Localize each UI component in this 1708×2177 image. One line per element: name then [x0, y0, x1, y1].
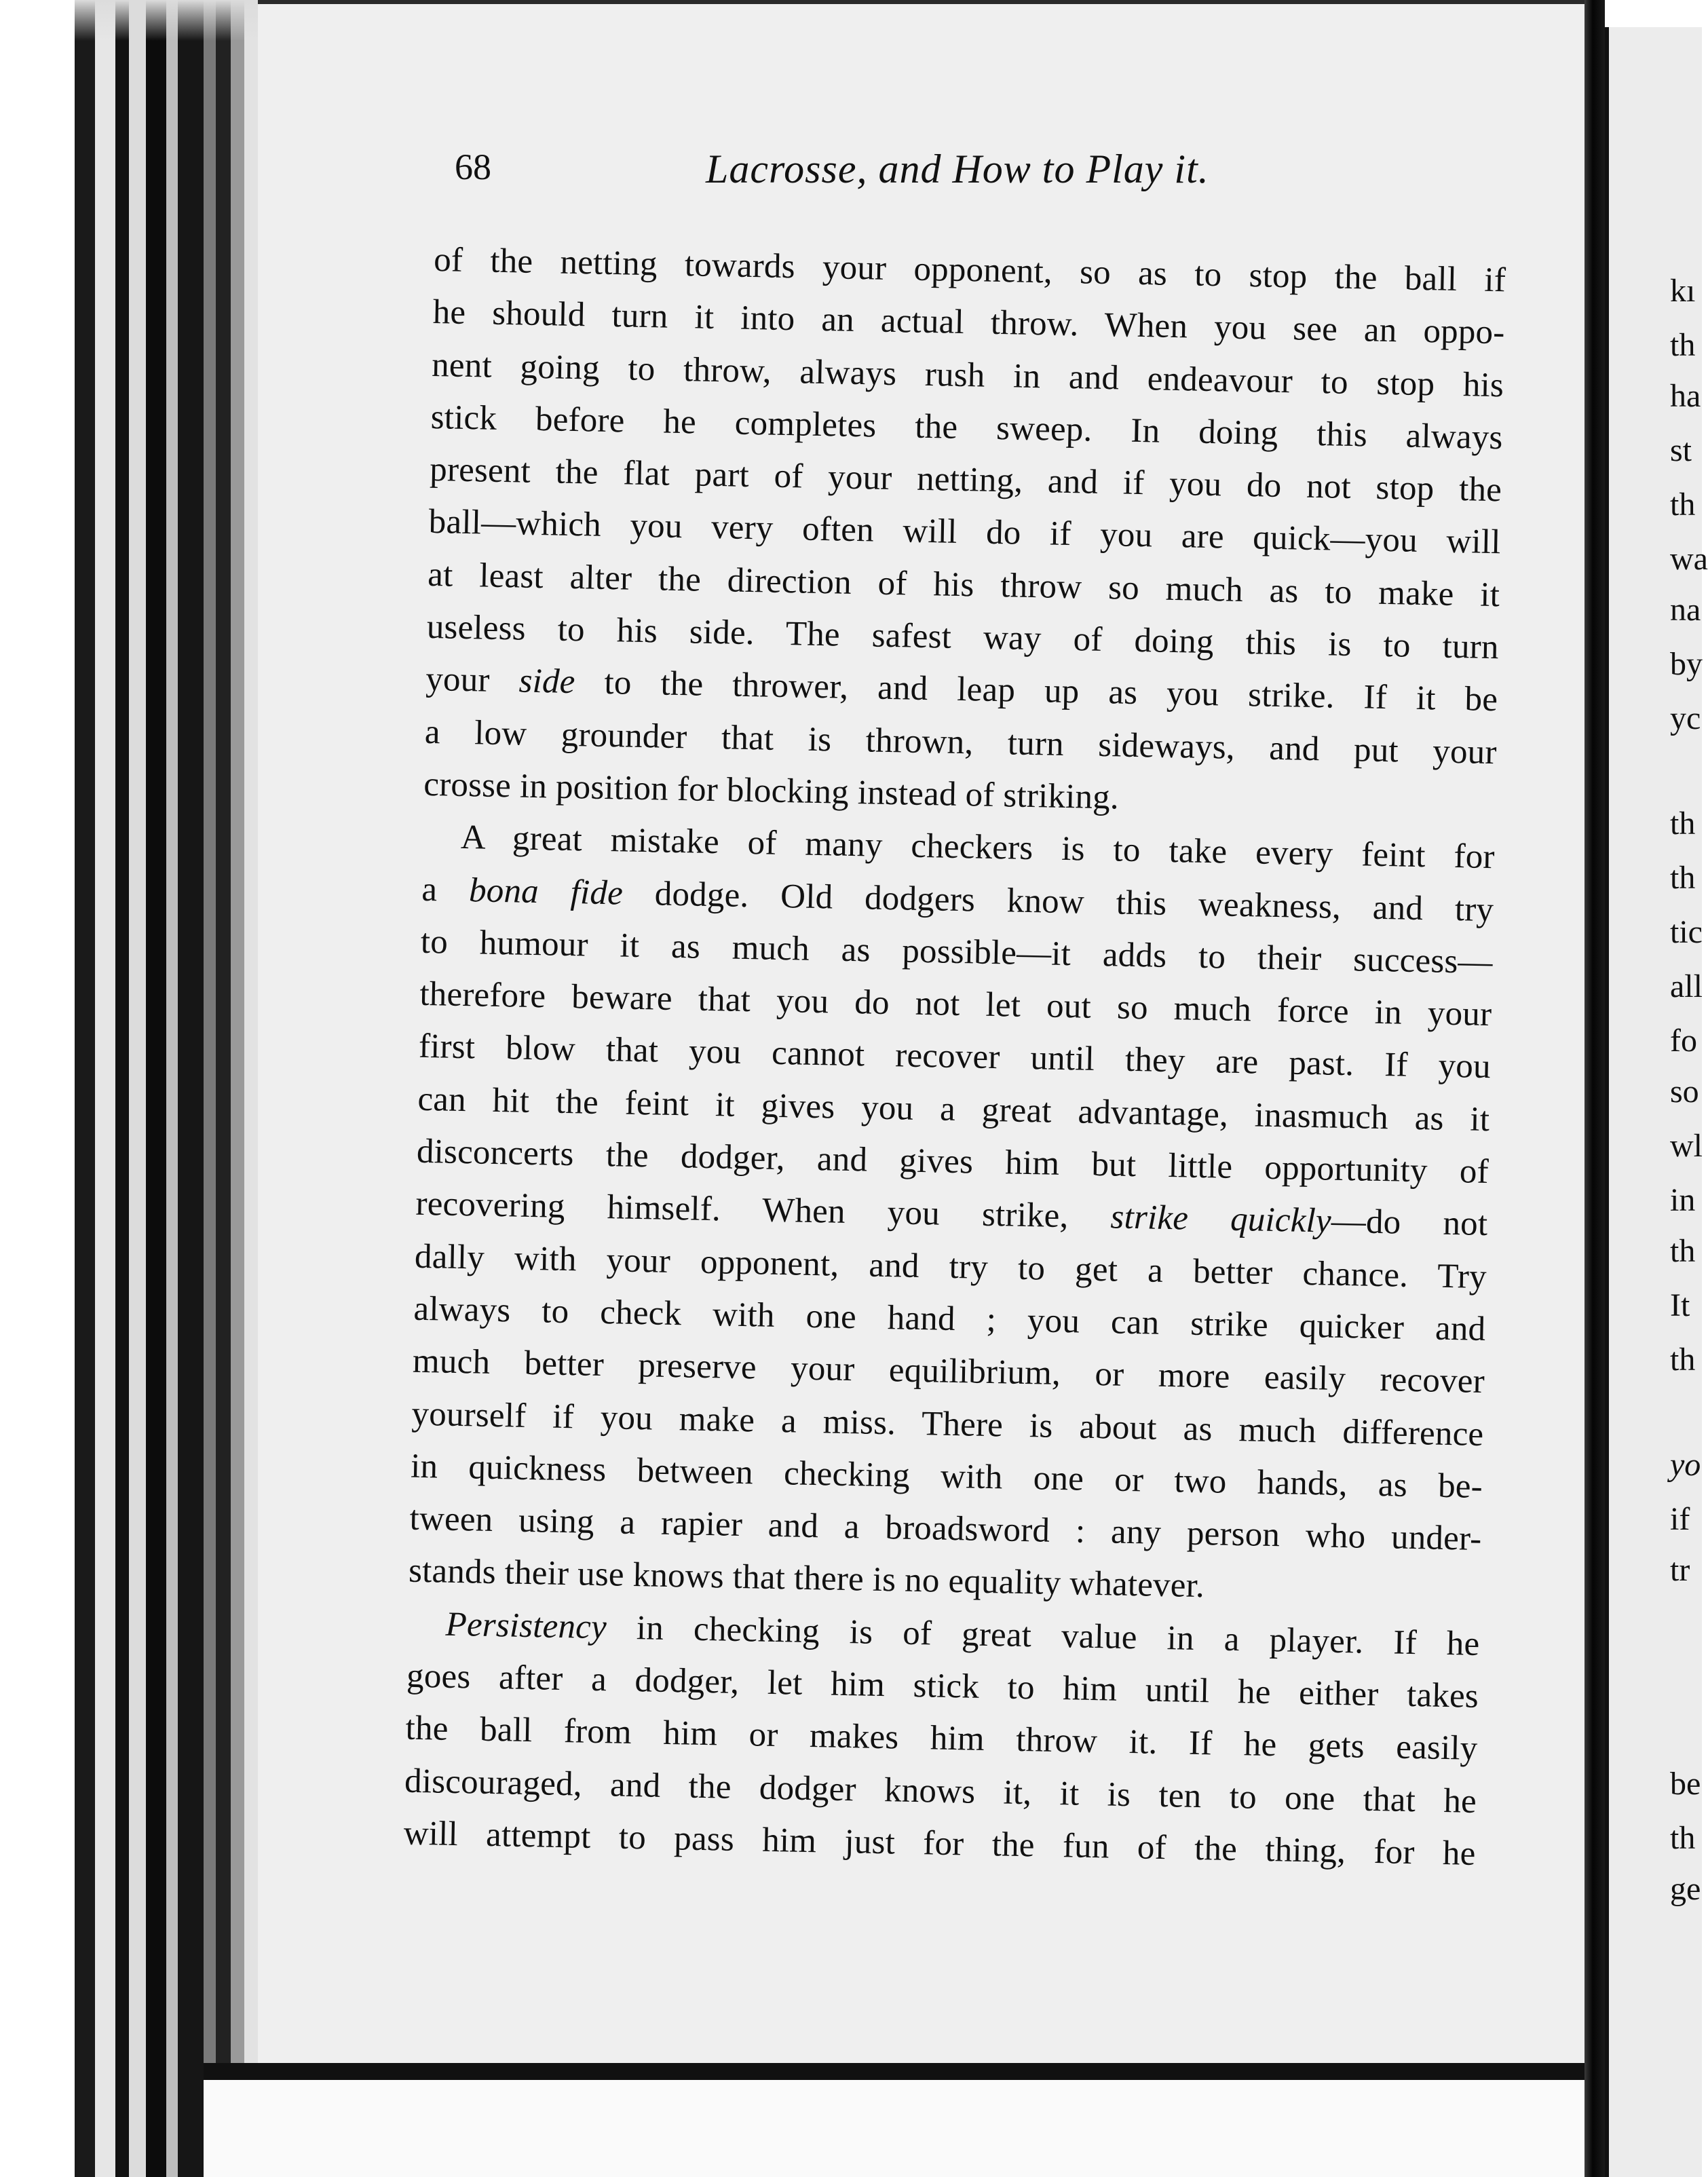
page-number: 68: [455, 147, 491, 187]
page-bottom-margin: [204, 2080, 1584, 2177]
text-line: much better preserve your equilibrium, or more easily recover: [412, 1342, 1485, 1401]
next-page-fragment: It: [1670, 1287, 1690, 1323]
next-page-fragment: all: [1670, 968, 1703, 1004]
text-line: at least alter the direction of his throw so much as to make it: [427, 555, 1500, 615]
text-line: stands their use knows that there is no equality whatever.: [408, 1552, 1205, 1606]
next-page-fragment: th: [1670, 806, 1696, 841]
book-gutter: [1584, 0, 1605, 2177]
next-page-fragment: th: [1670, 1820, 1696, 1856]
text-line: he should turn it into an actual throw. When you see an oppo-: [432, 293, 1506, 352]
next-page-partial: [1605, 27, 1708, 2177]
page-header: [455, 146, 1310, 200]
text-line: crosse in position for blocking instead of striking.: [423, 765, 1120, 817]
book-spine-edge: [0, 0, 258, 2177]
next-page-fragment: ge: [1670, 1871, 1701, 1907]
text-line: the ball from him or makes him throw it. If he gets easily: [405, 1709, 1478, 1768]
text-line: present the flat part of your netting, and if you do not stop the: [429, 451, 1502, 510]
running-head-title: Lacrosse, and How to Play it.: [706, 147, 1209, 191]
next-page-fragment: by: [1670, 646, 1703, 682]
next-page-fragment: th: [1670, 1342, 1696, 1378]
text-line: in quickness between checking with one or two hands, as be-: [410, 1447, 1483, 1506]
next-page-fragment: st: [1670, 432, 1692, 468]
next-page-fragment: ha: [1670, 378, 1701, 414]
next-page-fragment: th: [1670, 860, 1696, 896]
text-line: yourself if you make a miss. There is about as much difference: [411, 1395, 1484, 1454]
text-run: recovering himself. When you strike,: [415, 1185, 1112, 1236]
text-run: a: [421, 870, 470, 909]
next-page-fragment: wl: [1670, 1128, 1703, 1164]
next-page-fragment: tr: [1670, 1552, 1690, 1588]
text-line: a low grounder that is thrown, turn sideways, and put your: [424, 713, 1498, 772]
next-page-fragment: wa: [1670, 541, 1708, 577]
next-page-fragment: th: [1670, 487, 1696, 523]
text-line: ball—which you very often will do if you are quick—you will: [428, 503, 1502, 562]
text-line: of the netting towards your opponent, so as to stop the ball if: [433, 240, 1506, 300]
next-page-fragment: fo: [1670, 1023, 1697, 1059]
text-run: dodge. Old dodgers know this weakness, and try: [622, 874, 1494, 929]
text-line: useless to his side. The safest way of doing this is to turn: [426, 607, 1500, 667]
italic-emphasis: side: [518, 662, 576, 702]
body-text: [403, 234, 1506, 1880]
italic-emphasis: strike quickly: [1110, 1198, 1332, 1241]
next-page-fragment: tic: [1670, 914, 1703, 950]
next-page-fragment: na: [1670, 592, 1701, 628]
text-line: will attempt to pass him just for the fun of the thing, for he: [403, 1814, 1476, 1873]
text-line: can hit the feint it gives you a great advantage, inasmuch as it: [417, 1080, 1490, 1139]
text-line: stick before he completes the sweep. In doing this always: [430, 398, 1504, 457]
text-line: tween using a rapier and a broadsword : any person who under-: [409, 1499, 1482, 1559]
next-page-fragment: kı: [1670, 273, 1696, 309]
text-line: first blow that you cannot recover until they are past. If you: [418, 1027, 1492, 1086]
spine-top-shading: [75, 0, 258, 41]
text-run: —do not: [1331, 1202, 1488, 1244]
text-line: dally with your opponent, and try to get a better chance. Try: [414, 1237, 1487, 1296]
text-line: disconcerts the dodger, and gives him but little opportunity of: [416, 1132, 1489, 1192]
next-page-fragment: yo: [1670, 1447, 1701, 1483]
text-line: goes after a dodger, let him stick to him until he either takes: [406, 1657, 1479, 1716]
text-line: discouraged, and the dodger knows it, it is ten to one that he: [404, 1762, 1477, 1821]
italic-emphasis: Persistency: [445, 1605, 607, 1646]
text-line: to humour it as much as possible—it adds to their success—: [420, 922, 1494, 981]
text-run: to the thrower, and leap up as you strike. If it be: [575, 663, 1498, 719]
next-page-fragment: so: [1670, 1074, 1699, 1110]
next-page-fragment: be: [1670, 1766, 1701, 1802]
page-bottom-edge: [204, 2063, 1584, 2080]
next-page-fragment: yc: [1670, 700, 1701, 736]
text-line: therefore beware that you do not let out so much force in your: [419, 974, 1492, 1034]
next-page-fragment: in: [1670, 1182, 1696, 1218]
next-page-fragment: if: [1670, 1501, 1690, 1537]
paragraph-first-line: A great mistake of many checkers is to take every feint for: [460, 818, 1496, 877]
text-line: nent going to throw, always rush in and endeavour to stop his: [431, 345, 1504, 404]
italic-emphasis: bona fide: [468, 871, 624, 913]
next-page-fragment: th: [1670, 1233, 1696, 1269]
text-run: your: [425, 660, 520, 700]
text-line: always to check with one hand ; you can strike quicker and: [413, 1289, 1486, 1348]
text-run: in checking is of great value in a player. If he: [606, 1608, 1480, 1663]
next-page-fragment: th: [1670, 327, 1696, 363]
